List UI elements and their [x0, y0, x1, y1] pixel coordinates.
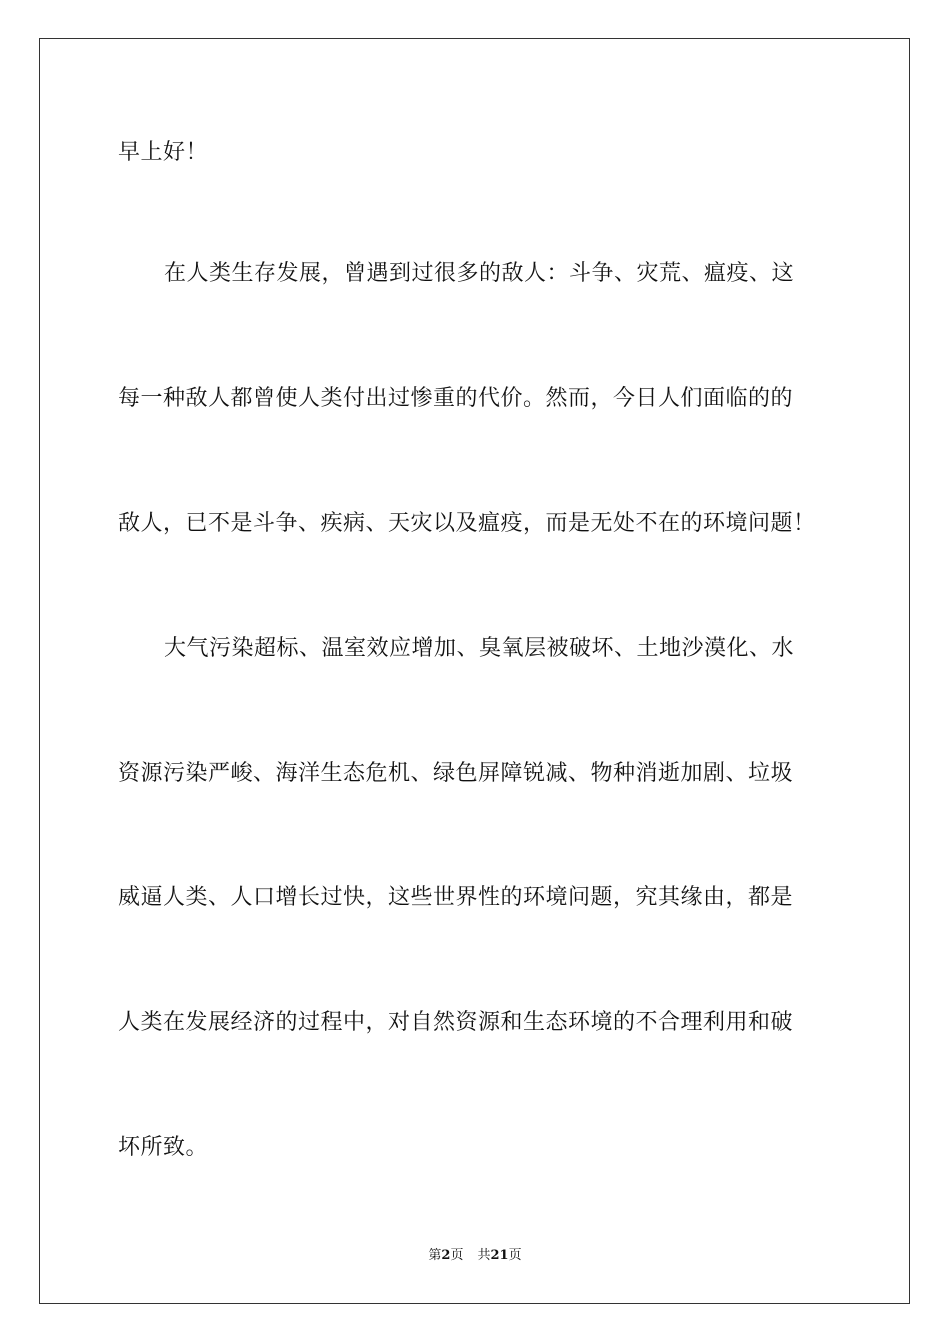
text-line-para2-1: 大气污染超标、温室效应增加、臭氧层被破坏、土地沙漠化、水	[164, 636, 795, 661]
page-footer	[0, 1247, 950, 1265]
footer-page-prefix: 第	[428, 1248, 442, 1263]
text-line-para1-2: 每一种敌人都曾使人类付出过惨重的代价。然而，今日人们面临的的	[118, 386, 794, 411]
text-line-para2-3: 威逼人类、人口增长过快，这些世界性的环境问题，究其缘由，都是	[118, 885, 794, 910]
text-line-para1-1: 在人类生存发展，曾遇到过很多的敌人：斗争、灾荒、瘟疫、这	[164, 261, 795, 286]
text-line-para2-4: 人类在发展经济的过程中，对自然资源和生态环境的不合理利用和破	[118, 1010, 794, 1035]
text-line-para2-5: 坏所致。	[118, 1135, 209, 1160]
text-line-para1-3: 敌人，已不是斗争、疾病、天灾以及瘟疫，而是无处不在的环境问题！	[118, 511, 816, 536]
footer-total-suffix: 页	[508, 1248, 522, 1263]
footer-total-prefix: 共	[477, 1248, 491, 1263]
text-line-para2-2: 资源污染严峻、海洋生态危机、绿色屏障锐减、物种消逝加剧、垃圾	[118, 761, 794, 786]
footer-page-suffix: 页	[450, 1248, 464, 1263]
footer-total-number: 21	[490, 1248, 509, 1263]
page-frame	[39, 38, 910, 1304]
footer-page-number: 2	[441, 1248, 451, 1263]
text-line-greeting: 早上好！	[118, 140, 209, 165]
